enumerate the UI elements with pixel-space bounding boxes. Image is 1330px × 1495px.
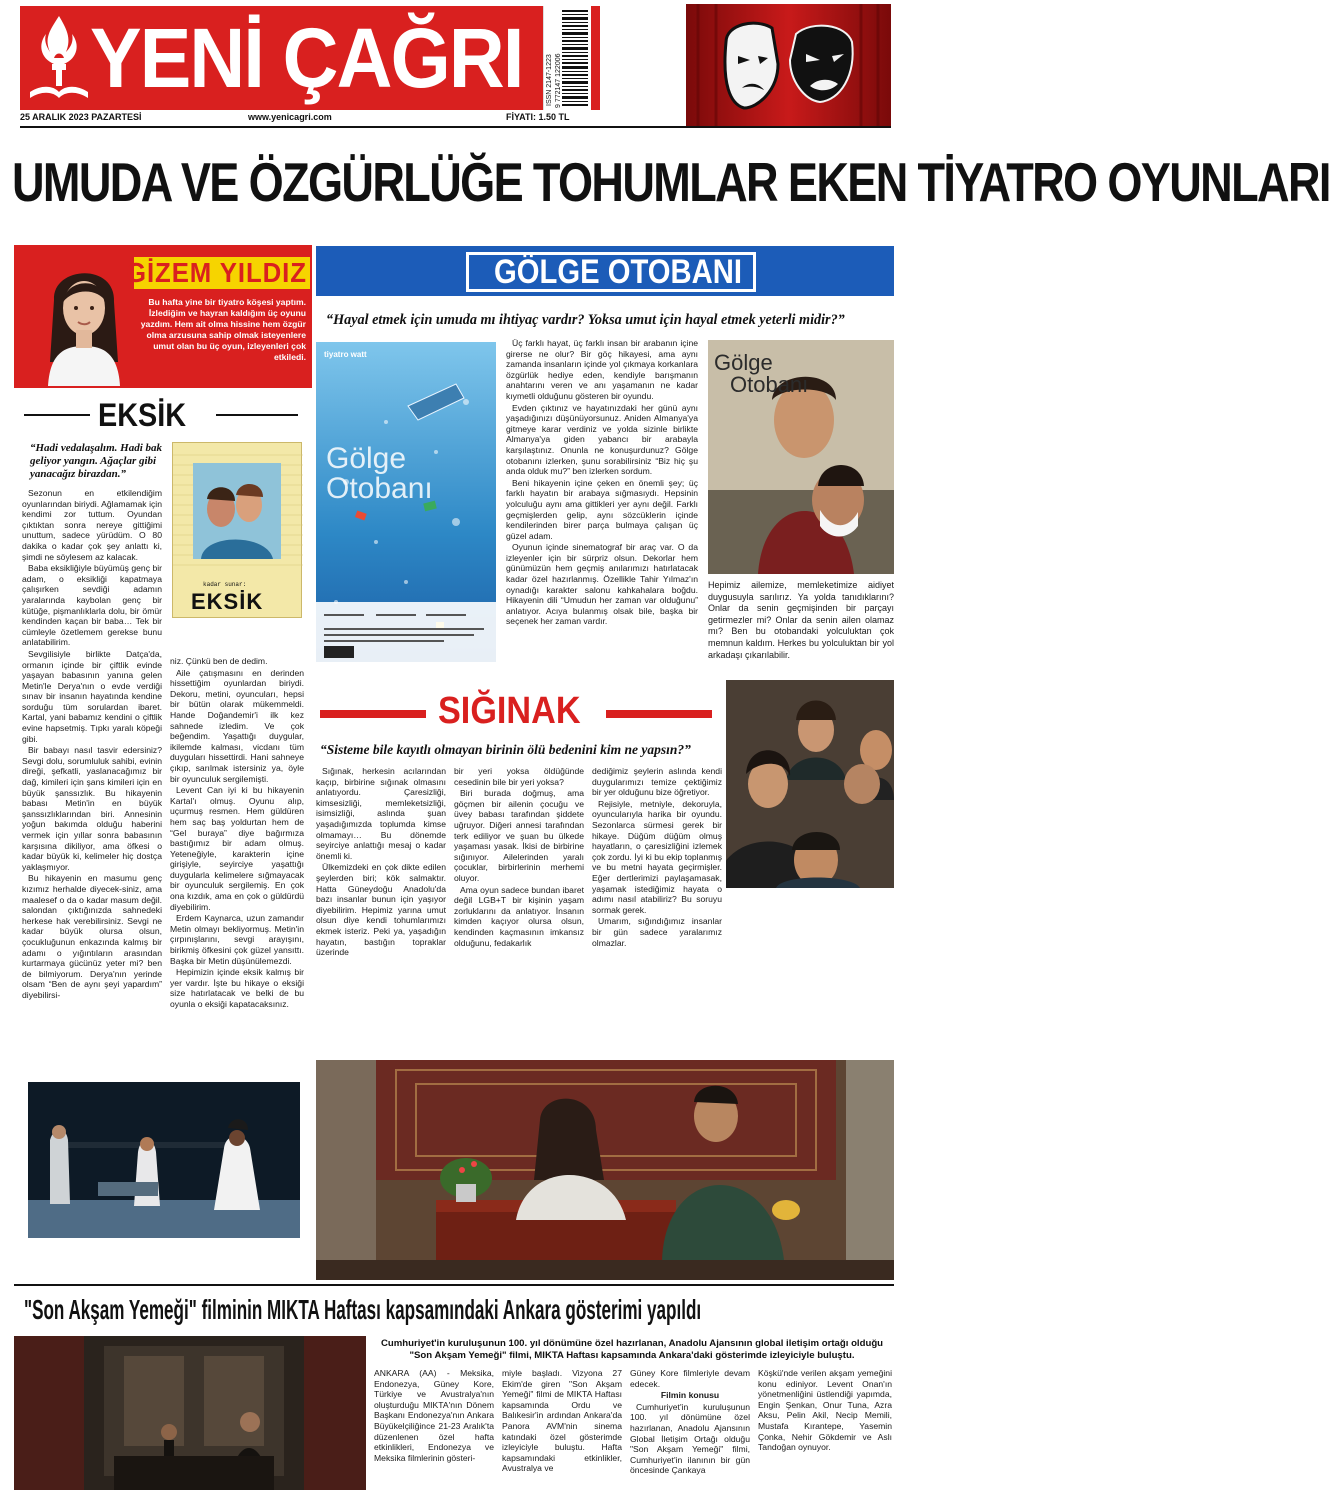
siginak-paragraph: Sığınak, herkesin acılarından kaçıp, birbirine sığınak olmasını anlatıyordu. Çaresizliği, kimsesizliği, memleketsizliği, isimsizliği, aslında şuan yaşadığımızda toplumda kimse olmamayı… Bu dönemde seyirciye anlattığı mesaj o kadar önemli ki. bbox=[316, 766, 446, 861]
eksik-poster-label: kadar sunar: bbox=[203, 581, 247, 588]
website-link[interactable]: www.yenicagri.com bbox=[248, 112, 332, 122]
golge-poster-title-1: Gölge bbox=[326, 442, 407, 475]
golge-paragraph: Oyunun içinde sinematograf bir araç var. O da izleyenler için bir sürpriz olsun. Dekorlar hem günümüzün hem geçmiş anılarımızı hatırlatacak kadar özel hazırlanmış. Özellikle Tahir Yılmaz'ın oynadığı karakter salonu kahkahalara boğdu. Hikayenin dili “Umudun her zaman var olduğunu” anlatıyor. Acıya bulanmış olsak bile, başka bir seçenek her zaman vardır. bbox=[506, 542, 698, 627]
mikta-column-1: ANKARA (AA) - Meksika, Endonezya, Güney Kore, Türkiye ve Avustralya'nın oluşturduğu MIKTA'nın Dönem Başkanı Endonezya'nın Ankara Büyükelçiliğince 21-23 Aralık'ta düzenlenen özel hafta etkinlikleri, Endonezya ve Meksika filmlerinin gösteri- bbox=[374, 1368, 494, 1463]
author-photo bbox=[34, 252, 134, 386]
masthead-logo bbox=[20, 6, 600, 110]
eksik-poster-title: EKSİK bbox=[191, 589, 264, 614]
golge-photo-title-1: Gölge bbox=[714, 350, 773, 375]
mikta-top-rule bbox=[14, 1284, 894, 1286]
main-headline: UMUDA VE ÖZGÜRLÜĞE TOHUMLAR EKEN TİYATRO OYUNLARI bbox=[12, 151, 1330, 213]
issn-label: ISSN 2147-1223 bbox=[546, 54, 553, 106]
golge-quote: “Hayal etmek için umuda mı ihtiyaç vardır? Yoksa umut için hayal etmek yeterli midir?” bbox=[326, 312, 845, 328]
golge-photo-title-2: Otobanı bbox=[730, 372, 809, 397]
siginak-section bbox=[316, 680, 894, 1056]
main-headline-block bbox=[12, 132, 1330, 232]
barcode bbox=[543, 6, 591, 110]
siginak-paragraph: bir yeri yoksa öldüğünde cesedinin bile bir yeri yoksa? bbox=[454, 766, 584, 787]
eksik-poster bbox=[172, 442, 302, 618]
mikta-column-4: Köşkü'nde verilen akşam yemeğini konu ediniyor. Levent Onan'ın yönetmenliğini üstlendiği yapımda, Engin Şenkan, Onur Tuna, Azra Aksu, Pelin Akil, Necip Memili, Mustafa Kırantepe, Yasemin Çonka, Nehir Gökdemir ve Aslı Tandoğan oynuyor. bbox=[758, 1368, 892, 1453]
theatre-masks-image bbox=[686, 4, 891, 127]
siginak-paragraph: Biri burada doğmuş, ama göçmen bir ailenin çocuğu ve üvey babası tarafından şiddete uğruyor. Diğeri annesi tarafından terk ediliyor ve şuan bu ülkede yaşaması yasak. İkisi de birbirine sığınıyor. Ailelerinden yaralı çocuklar, birbirlerinin merhemi oluyor. bbox=[454, 788, 584, 883]
eksik-paragraph: Aile çatışmasını en derinden hissettiğim oyunlardan biriydi. Dekoru, metini, oyuncuları, hepsi bir bütün olarak mükemmeldi. Hande Doğandemir'i ilk kez sahnede izledim. Ve çok beğendim. Yaşattığı duygular, ikilemde kalması, vicdanı tüm duyguları hissettirdi. Hani sahneye çıkıp, sarılmak istersiniz ya, öyle bir oyunculuk sergilemişti. bbox=[170, 667, 304, 784]
author-intro: Bu hafta yine bir tiyatro köşesi yaptım. İzlediğim ve hayran kaldığım üç oyunu yazdım. Hem ait olma hissine hem özgür olma arzusuna sahip olmak isteyenlere umut olan bu üç oyun, izleyenleri çok etkiledi. bbox=[140, 297, 306, 362]
mikta-subhead: Filmin konusu bbox=[660, 1390, 720, 1401]
siginak-scene-photo bbox=[316, 1060, 894, 1280]
mikta-column-3 bbox=[630, 1368, 750, 1477]
barcode-number: 9 772147 122006 bbox=[555, 53, 562, 108]
author-box bbox=[14, 245, 312, 388]
price-label: FİYATI: 1.50 TL bbox=[506, 112, 570, 122]
golge-title: GÖLGE OTOBANI bbox=[494, 253, 743, 291]
eksik-paragraph: Hepimizin içinde eksik kalmış bir yer vardır. İşte bu hikaye o eksiği size hatırlatacak ve belki de bu oyunla o eksiği kapatacaksınız. bbox=[170, 967, 304, 1009]
golge-column-2: Hepimiz ailemize, memleketimize aidiyet duygusuyla sarılırız. Ya yolda tanıdıklarını? Onlar da senin geçmişinden bir parçayı getirmezler mi? Onlar da senin ailen olamaz mı? Ben bu otobandaki yolculuktan çok memnun kaldım. Herkes bu yolculuktan bir yol arkadaşı çıkarılabilir. bbox=[708, 580, 894, 660]
eksik-rule-left bbox=[24, 414, 90, 416]
golge-section bbox=[316, 246, 894, 671]
eksik-paragraph: niz. Çünkü ben de dedim. bbox=[170, 656, 268, 666]
siginak-paragraph: dediğimiz şeylerin aslında kendi duygularımızı temize çektiğimiz bir yer olduğunu bize öğretiyor. bbox=[592, 766, 722, 798]
siginak-title-rule-left bbox=[320, 710, 426, 718]
newspaper-title: YENİ ÇAĞRI bbox=[90, 11, 523, 105]
eksik-paragraph: Sevgilisiyle birlikte Datça'da, ormanın içinde bir çiftlik evinde yaşayan babasının yanına gelen Metin'le Derya'nın o evde verdiği sınav bir insanın hayatında kendine sorduğu tüm sorulardan ibaret. Kartal, yani babamız kendini o çiftlik evine hapsetmiş. Tıpkı yaralı köpeği gibi. bbox=[22, 648, 162, 744]
golge-paragraph: Üç farklı hayat, üç farklı insan bir arabanın içine girerse ne olur? Bir göç hikayesi, ama aynı zamanda insanların içinde yol çıkmaya korkanlara özgürlük hediye eden, kendiyle barışmanın anahtarını veren ve anı yaşamanın ne kadar kıymetli olduğunu gösteren bir oyundu. bbox=[506, 338, 698, 401]
siginak-paragraph: Ülkemizdeki en çok dikte edilen şeylerden biri; kök salmaktır. Hatta Güneydoğu Anadolu'da bazı insanlar bunun için yaşıyor diyebilirim. Hepimiz yarına umut olsun diye kendi tohumlarımızı ekmek isteriz. Peki ya, yaşadığın hayatın, bastığın topraklar üzerinde bbox=[316, 862, 446, 958]
golge-column-1 bbox=[506, 338, 698, 628]
mikta-lead: Cumhuriyet'in kuruluşunun 100. yıl dönümüne özel hazırlanan, Anadolu Ajansının global iletişim ortağı olduğu "Son Akşam Yemeği" filmi, MIKTA Haftası kapsamında Ankara'daki gösterimde izleyiciyle buluştu. bbox=[380, 1338, 884, 1361]
siginak-column-1 bbox=[316, 766, 446, 959]
eksik-paragraph: Sezonun en etkilendiğim oyunlarından biriydi. Ağlamamak için kendimi zor tuttum. Oyundan çıktıktan sonra nereye gittiğimi unuttum, sadece yürüdüm. O 80 dakika o kadar çok şey anlattı ki, şimdi ne söylesem az kalacak. bbox=[22, 488, 162, 562]
mikta-paragraph: Güney Kore filmleriyle devam edecek. bbox=[630, 1368, 750, 1389]
siginak-title: SIĞINAK bbox=[438, 690, 581, 732]
siginak-quote: “Sisteme bile kayıtlı olmayan birinin ölü bedenini kim ne yapsın?” bbox=[320, 742, 691, 757]
eksik-title: EKSİK bbox=[98, 397, 187, 433]
eksik-paragraph: Baba eksikliğiyle büyümüş genç bir adam, o eksikliği kapatmaya çalışırken sevdiği adamın yaralarında kaybolan genç bir kütüğe, pişmanlıklarla dolu, bir ömür kendinden kaçan bir baba… Tek bir cümleyle özetlemem gerekse bunu anlatabilirim. bbox=[22, 563, 162, 648]
golge-poster bbox=[316, 342, 496, 662]
masthead-divider bbox=[20, 126, 891, 128]
golge-poster-title-2: Otobanı bbox=[326, 472, 433, 505]
eksik-paragraph: Levent Can iyi ki bu hikayenin Kartal'ı olmuş. Oyunu alıp, uçurmuş resmen. Hem güldüren hem saç baş yoldurtan hem de “Gel buraya” diye bağırmıza bastığımız bir adam olmuş. Yeteneğiyle, karakterin içine girişiyle, seyirciye yaşattığı duygularla kelimelere sığmayacak bir oyunculuk sergilemiş. En çok ona kızdık, ama en çok o güldürdü diyebilirim. bbox=[170, 785, 304, 912]
golge-paragraph: Evden çıktınız ve hayatınızdaki her günü aynı yaşadığınızı düşünüyorsunuz. Aniden Almanya'ya gitmeye karar verdiniz ve yolda sizinle birlikte Almanya'ya giden yabancı bir arabayla karşılaştınız. Onunla ne konuşurdunuz? Gölge otobanını izlerken, şunu sorabilirsiniz “Biz hiç şu anda olduk mu?” ben izlerken sordum. bbox=[506, 402, 698, 477]
eksik-rule-right bbox=[216, 414, 298, 416]
mikta-column-2: miyle başladı. Vizyona 27 Ekim'de giren "Son Akşam Yemeği" filmi de MIKTA Haftası kapsamında Ordu ve Balıkesir'in ardından Ankara'da Panora AVM'nin sinema katındaki özel gösterimde izleyiciyle buluştu. Hafta kapsamındaki etkinlikler, Avustralya ve bbox=[502, 1368, 622, 1474]
mikta-photo bbox=[14, 1336, 366, 1490]
golge-paragraph: Beni hikayenin içine çeken en önemli şey; üç farklı hayatın bir arabaya sığmasıydı. Hepsinin yolculuğu aynı ama gittikleri yer aynı değil. Farklı geçmişlerden gelip, aynı sözcüklerin içinde kendilerinden birer parça bulmaya çalışan üç güzel adam. bbox=[506, 477, 698, 541]
golge-cast-photo bbox=[708, 340, 894, 574]
siginak-column-2 bbox=[454, 766, 584, 949]
dateline bbox=[20, 112, 600, 126]
golge-poster-brand: tiyatro watt bbox=[324, 350, 367, 359]
siginak-column-3 bbox=[592, 766, 722, 949]
author-name: GİZEM YILDIZ bbox=[126, 257, 307, 288]
siginak-paragraph: Rejisiyle, metniyle, dekoruyla, oyuncularıyla harika bir oyundu. Sezonlarca sürmesi gerek bir hikaye. Düğüm düğüm olmuş hayatların, o çaresizliğini izlemek çok zordu. İyi ki bu ekip toplanmış ve bu metni hayata geçirmişler. Eğer dertlerimizi paylaşamasak, yaşamak istediğimiz hayata o adımı nasıl atabiliriz? Bu soruyu sormak gerek. bbox=[592, 798, 722, 915]
torch-book-logo-icon bbox=[26, 12, 92, 104]
eksik-column-2 bbox=[170, 656, 304, 1011]
eksik-stage-photo bbox=[28, 1082, 300, 1238]
eksik-paragraph: Bir babayı nasıl tasvir edersiniz? Sevgi dolu, sorumluluk sahibi, evinin direği, şefkatli, yaslanacağımız bir dağ, kimileri için şans kimileri için en büyük şanssızlık. Bu hikayenin babası Metin'in en büyük şanssızlıklarından biri. Annesinin yoğun bakımda olduğu haberini vermek için yıllar sonra babasının karşısına dikiliyor, ama öfkesi o kadar büyük ki, kelimeler hiç dostça yaklaşmıyor. bbox=[22, 745, 162, 872]
siginak-paragraph: Ama oyun sadece bundan ibaret değil LGB+T bir kişinin yaşam zorluklarını da anlatıyor. İnsanın kimden kaçıyor olursa olsun, kendinden kaçmasının imkansız olduğunu, fedakarlık bbox=[454, 884, 584, 948]
siginak-title-rule-right bbox=[606, 710, 712, 718]
eksik-quote: “Hadi vedalaşalım. Hadi bak geliyor yangın. Ağaçlar gibi yanacağız birazdan.” bbox=[30, 442, 162, 480]
issue-date: 25 ARALIK 2023 PAZARTESİ bbox=[20, 112, 142, 122]
eksik-column-1 bbox=[22, 488, 162, 1002]
eksik-paragraph: Bu hikayenin en masumu genç kızımız herhalde diyecek-siniz, ama maalesef o da o kadar masum değil. salondan çıktığınızda sahnedeki herkese hak verebilirsiniz. Sevgi ne kadar büyük olursa olsun, çocukluğunun enkazında kalmış bir adamı o yığıntıların arasından kurtarmaya gücünüz yeter mi? ben de bilmiyorum. Derya'nın yerinde olsam “Ben de aynı şeyi yapardım” diyebilirsi- bbox=[22, 873, 162, 1000]
mikta-paragraph: Cumhuriyet'in kuruluşunun 100. yıl dönümüne özel hazırlanan, Anadolu Ajansının Global İletişim Ortağı olduğu "Son Akşam Yemeği" filmi, Cumhuriyet'in ilanının bir gün öncesinde Çankaya bbox=[630, 1401, 750, 1476]
eksik-paragraph: Erdem Kaynarca, uzun zamandır Metin olmayı bekliyormuş. Metin'in çırpınışlarını, sevgi arayışını, birikmiş öfkesini çok güzel yansıttı. Başka bir Metin düşünülemezdi. bbox=[170, 913, 304, 966]
siginak-paragraph: Umarım, sığındığımız insanlar bir gün sadece yaralarımız olmazlar. bbox=[592, 916, 722, 948]
eksik-section bbox=[16, 390, 308, 1080]
mikta-headline: "Son Akşam Yemeği" filminin MIKTA Haftası kapsamındaki Ankara gösterimi yapıldı bbox=[24, 1294, 702, 1325]
